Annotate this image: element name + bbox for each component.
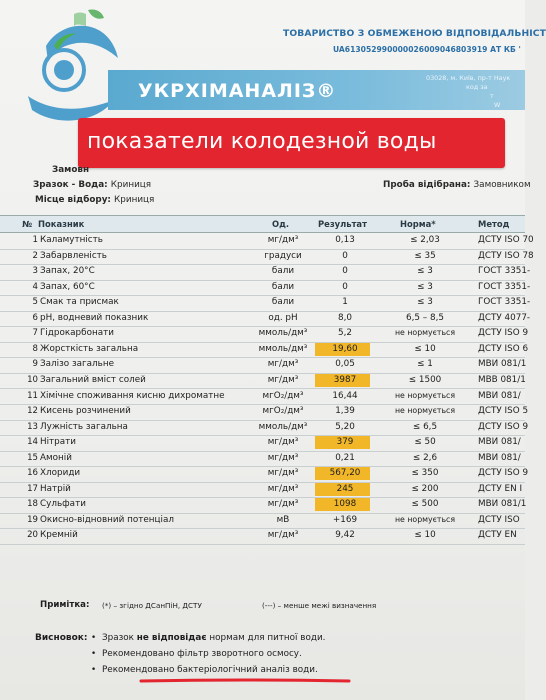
row-norm: ≤ 2,6 xyxy=(412,452,438,463)
sample-value: Криниця xyxy=(110,180,152,190)
row-result: 245 xyxy=(336,483,354,494)
row-indicator: Загальний вміст солей xyxy=(40,374,146,385)
row-method: ГОСТ 3351- xyxy=(478,266,531,277)
row-result: 5,2 xyxy=(338,328,352,339)
company-legal-name: ТОВАРИСТВО З ОБМЕЖЕНОЮ ВІДПОВІДАЛЬНІСТ xyxy=(283,28,546,39)
row-norm: не нормується xyxy=(394,406,456,416)
row-number: 14 xyxy=(27,437,38,448)
table-row xyxy=(0,373,525,390)
row-norm: не нормується xyxy=(394,514,456,524)
row-number: 11 xyxy=(27,390,38,401)
row-indicator: Кисень розчинений xyxy=(40,406,131,417)
row-number: 15 xyxy=(27,452,38,463)
header-no: № xyxy=(22,219,33,229)
table-row xyxy=(0,404,529,421)
row-indicator: Кремній xyxy=(40,530,78,541)
row-indicator: Амоній xyxy=(40,452,72,463)
row-method: ДСТУ ISO 9 xyxy=(478,421,529,432)
row-norm: ≤ 3 xyxy=(417,297,433,308)
row-unit: ммоль/дм³ xyxy=(258,328,308,339)
row-number: 9 xyxy=(32,359,38,370)
row-number: 17 xyxy=(27,483,38,494)
row-result: 0 xyxy=(342,250,348,261)
sample-label: Зразок - Вода: xyxy=(33,180,108,190)
place-line xyxy=(35,195,154,205)
row-norm: ≤ 10 xyxy=(414,530,436,541)
header-norm: Норма* xyxy=(400,219,436,229)
row-indicator: Сульфати xyxy=(40,499,86,510)
conclusion-item-2: • Рекомендовано фільтр зворотного осмосу. xyxy=(102,649,302,659)
row-method: ДСТУ 4077- xyxy=(478,312,531,323)
overlay-banner-text: показатели колодезной воды xyxy=(87,129,437,154)
row-indicator: Залізо загальне xyxy=(40,359,115,370)
header-indicator: Показник xyxy=(38,219,85,229)
row-unit: мг/дм³ xyxy=(267,468,299,479)
row-number: 8 xyxy=(32,343,38,354)
row-norm: ≤ 350 xyxy=(411,468,439,479)
row-unit: мг/дм³ xyxy=(267,359,299,370)
sampled-by-label: Проба відібрана: xyxy=(383,180,471,190)
row-result: 19,60 xyxy=(332,343,358,354)
row-result: +169 xyxy=(332,514,358,525)
row-indicator: Натрій xyxy=(40,483,71,494)
row-result: 0,05 xyxy=(335,359,355,370)
row-method: ДСТУ EN I xyxy=(478,483,523,494)
brand-name: УКРХІМАНАЛІЗ® xyxy=(138,80,337,102)
row-result: 0 xyxy=(342,266,348,277)
note-below-limit: (---) – менше межі визначення xyxy=(262,601,377,610)
row-unit: мг/дм³ xyxy=(267,374,299,385)
sample-line xyxy=(33,180,151,190)
row-result: 567,20 xyxy=(329,468,361,479)
row-unit: мг/дм³ xyxy=(267,437,299,448)
row-indicator: Лужність загальна xyxy=(40,421,128,432)
row-method: ДСТУ ISO 78 xyxy=(478,250,534,261)
row-norm: ≤ 500 xyxy=(411,499,439,510)
row-indicator: Жорсткість загальна xyxy=(40,343,139,354)
row-unit: мг/дм³ xyxy=(267,235,299,245)
row-indicator: Окисно-відновний потенціал xyxy=(40,514,174,525)
row-number: 3 xyxy=(32,266,38,277)
row-norm: ≤ 10 xyxy=(414,343,436,354)
row-number: 4 xyxy=(32,281,38,292)
row-unit: мгО₂/дм³ xyxy=(262,406,304,417)
row-norm: ≤ 3 xyxy=(417,266,433,277)
row-unit: мгО₂/дм³ xyxy=(262,390,304,401)
row-unit: бали xyxy=(271,297,295,308)
row-unit: мг/дм³ xyxy=(267,530,299,541)
sampled-by-value: Замовником xyxy=(473,180,531,190)
table-row xyxy=(0,280,531,297)
note-norm-source: (*) – згідно ДСанПіН, ДСТУ xyxy=(102,601,202,610)
row-number: 19 xyxy=(27,514,38,525)
row-indicator: Смак та присмак xyxy=(40,297,119,308)
company-bank-account: UA613052990000026009046803919 АТ КБ ' xyxy=(333,45,521,54)
row-number: 2 xyxy=(32,250,38,261)
row-indicator: Забарвленість xyxy=(40,250,107,261)
row-indicator: Запах, 60°С xyxy=(40,281,95,292)
row-method: МВИ 081/ xyxy=(478,390,521,401)
row-number: 1 xyxy=(32,235,38,245)
red-underline-mark xyxy=(140,678,350,683)
company-address: 03028, м. Київ, пр-т Наук код за т W xyxy=(426,74,511,109)
table-row xyxy=(0,389,525,406)
row-norm: 6,5 – 8,5 xyxy=(406,312,444,323)
row-unit: бали xyxy=(271,266,295,277)
row-norm: ≤ 200 xyxy=(411,483,439,494)
conclusion-item-1: • Зразок не відповідає нормам для питної води. xyxy=(102,633,325,643)
row-norm: ≤ 50 xyxy=(414,437,436,448)
table-row xyxy=(0,326,529,343)
table-row xyxy=(0,451,525,468)
table-row xyxy=(0,513,525,530)
row-result: 0,13 xyxy=(335,235,355,245)
row-norm: ≤ 1 xyxy=(417,359,433,370)
header-unit: Од. xyxy=(272,219,290,229)
row-method: ДСТУ ISO xyxy=(478,514,520,525)
row-indicator: Хлориди xyxy=(40,468,81,479)
row-unit: мг/дм³ xyxy=(267,452,299,463)
row-indicator: Запах, 20°С xyxy=(40,266,95,277)
overlay-banner xyxy=(78,118,505,168)
row-result: 16,44 xyxy=(332,390,358,401)
place-value: Криниця xyxy=(114,195,155,205)
row-result: 3987 xyxy=(333,374,357,385)
row-method: МВИ 081/1 xyxy=(478,359,527,370)
table-row xyxy=(0,482,525,499)
row-result: 379 xyxy=(336,437,354,448)
table-row xyxy=(0,497,525,514)
row-result: 5,20 xyxy=(335,421,355,432)
header-method: Метод xyxy=(478,219,510,229)
row-unit: мВ xyxy=(276,514,290,525)
row-unit: бали xyxy=(271,281,295,292)
row-result: 1 xyxy=(342,297,348,308)
table-row xyxy=(0,233,534,250)
row-unit: ммоль/дм³ xyxy=(258,343,308,354)
row-method: ДСТУ ISO 9 xyxy=(478,468,529,479)
row-result: 1,39 xyxy=(335,406,355,417)
row-number: 13 xyxy=(27,421,38,432)
table-row xyxy=(0,466,529,483)
row-number: 5 xyxy=(32,297,38,308)
table-row xyxy=(0,264,531,281)
row-method: ГОСТ 3351- xyxy=(478,297,531,308)
row-norm: ≤ 2,03 xyxy=(410,235,440,245)
table-row xyxy=(0,420,529,437)
table-row xyxy=(0,249,534,266)
row-method: МВИ 081/ xyxy=(478,437,521,448)
row-method: ДСТУ ISO 70 xyxy=(478,235,534,245)
row-norm: ≤ 35 xyxy=(414,250,436,261)
place-label: Місце відбору: xyxy=(35,195,111,205)
customer-label: Замовн xyxy=(52,165,90,175)
row-number: 7 xyxy=(32,328,38,339)
row-indicator: pH, водневий показник xyxy=(40,312,149,323)
row-norm: не нормується xyxy=(394,328,456,338)
table-row xyxy=(0,295,531,312)
row-indicator: Нітрати xyxy=(40,437,76,448)
table-row xyxy=(0,528,525,545)
row-unit: градуси xyxy=(264,250,302,261)
row-unit: ммоль/дм³ xyxy=(258,421,308,432)
table-row xyxy=(0,357,525,374)
row-result: 0 xyxy=(342,281,348,292)
row-indicator: Хімічне споживання кисню дихроматне xyxy=(40,390,225,401)
row-number: 12 xyxy=(27,406,38,417)
row-unit: од. pH xyxy=(268,312,298,323)
row-result: 0,21 xyxy=(335,452,355,463)
conclusion-item-3: • Рекомендовано бактеріологічний аналіз води. xyxy=(102,665,318,675)
row-method: ДСТУ EN xyxy=(478,530,517,541)
row-unit: мг/дм³ xyxy=(267,483,299,494)
header-result: Результат xyxy=(318,219,367,229)
table-row xyxy=(0,342,529,359)
row-method: ДСТУ ISO 5 xyxy=(478,406,529,417)
conclusion-label: Висновок: xyxy=(35,633,88,643)
row-norm: ≤ 3 xyxy=(417,281,433,292)
row-number: 18 xyxy=(27,499,38,510)
table-row xyxy=(0,311,531,328)
note-label: Примітка: xyxy=(40,600,90,610)
row-number: 16 xyxy=(27,468,38,479)
row-number: 10 xyxy=(27,374,38,385)
table-header xyxy=(0,215,525,233)
sampled-by-line xyxy=(383,180,531,190)
row-method: МВВ 081/1 xyxy=(478,374,526,385)
row-method: ДСТУ ISO 6 xyxy=(478,343,529,354)
row-number: 6 xyxy=(32,312,38,323)
row-norm: ≤ 6,5 xyxy=(412,421,438,432)
row-norm: не нормується xyxy=(394,390,456,400)
row-method: МВИ 081/ xyxy=(478,452,521,463)
row-norm: ≤ 1500 xyxy=(408,374,442,385)
row-indicator: Гідрокарбонати xyxy=(40,328,114,339)
row-method: МВИ 081/1 xyxy=(478,499,527,510)
row-unit: мг/дм³ xyxy=(267,499,299,510)
row-result: 8,0 xyxy=(338,312,352,323)
row-method: ГОСТ 3351- xyxy=(478,281,531,292)
row-number: 20 xyxy=(27,530,38,541)
table-row xyxy=(0,435,525,452)
row-indicator: Каламутність xyxy=(40,235,103,245)
row-result: 1098 xyxy=(333,499,357,510)
row-result: 9,42 xyxy=(335,530,355,541)
row-method: ДСТУ ISO 9 xyxy=(478,328,529,339)
